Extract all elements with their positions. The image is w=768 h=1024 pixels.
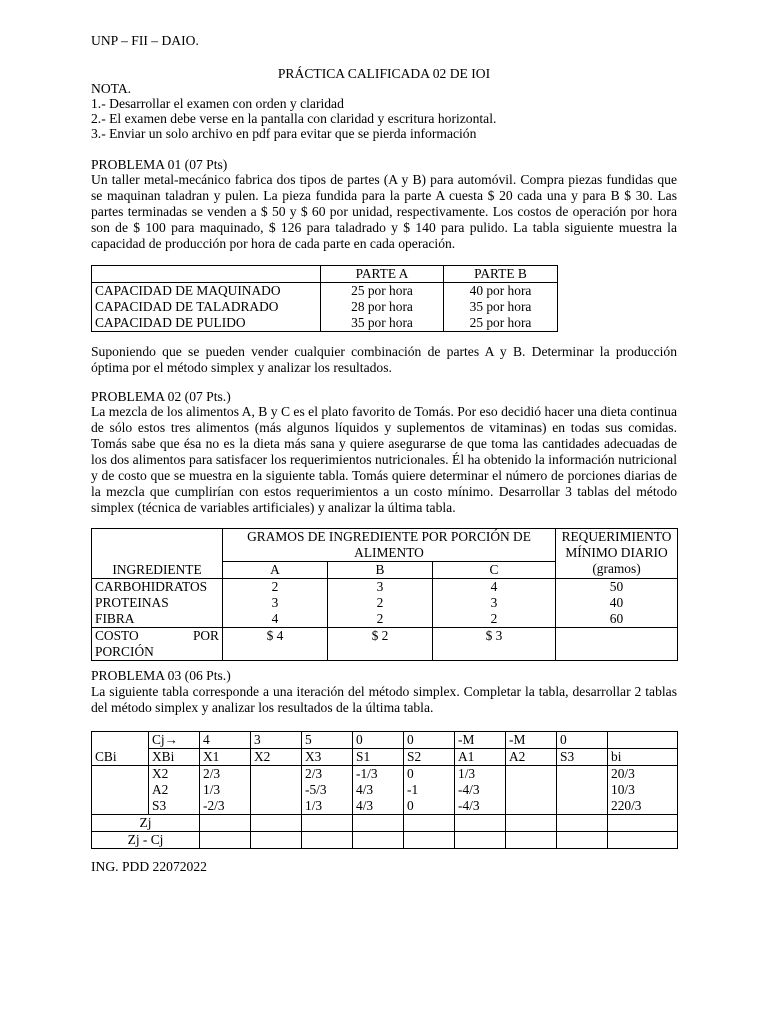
- table-row: [92, 283, 558, 332]
- variable-header: X1: [200, 749, 251, 766]
- cell-value: 2: [376, 611, 384, 626]
- variable-header: A2: [506, 749, 557, 766]
- food-column-header: B: [328, 562, 433, 579]
- cj-cell: 0: [557, 732, 608, 749]
- footer-signature: ING. PDD 22072022: [91, 859, 207, 874]
- problem-2-text: La mezcla de los alimentos A, B y C es el plato favorito de Tomás. Por eso decidió hacer una dieta continua de sólo estos tres alimentos (más algunos líquidos y suplementos de vitaminas) en todas sus comidas. Tomás sabe que ésa no es la dieta más sana y quiere asegurarse de que toma las cantidades adecuadas de los dos alimentos para satisfacer los requerimientos nutricionales. Él ha obtenido la información nutricional y de costo que se muestra en la siguiente tabla. Tomás quiere determinar el número de porciones diarias de la mezcla que cumplirían con estos requerimientos a un costo mínimo. Desarrollar 3 tablas del método simplex (técnica de variables artificiales) y analizar la última tabla.: [91, 404, 677, 515]
- table-cell: [251, 815, 302, 832]
- cell-value: 4/3: [356, 798, 374, 813]
- group-header: GRAMOS DE INGREDIENTE POR PORCIÓN DE ALIMENTO: [223, 529, 556, 562]
- zj-label: Zj: [92, 815, 200, 832]
- table-cell: [251, 832, 302, 849]
- table-cell: [404, 766, 455, 815]
- table-header-row: [92, 266, 558, 283]
- table-cell: [455, 766, 506, 815]
- cost-label-word: POR: [192, 628, 219, 643]
- cost-cell: $ 2: [328, 628, 433, 661]
- cell-value: 1/3: [458, 766, 476, 781]
- cell-value: 35 por hora: [469, 299, 532, 314]
- cj-cell: [608, 732, 678, 749]
- cell-value: 60: [609, 611, 624, 626]
- cj-cell: 4: [200, 732, 251, 749]
- table-cell: [302, 832, 353, 849]
- nota-item: 1.- Desarrollar el examen con orden y claridad: [91, 96, 344, 111]
- header-line: UNP – FII – DAIO.: [91, 33, 199, 48]
- cost-label-cell: [92, 628, 223, 661]
- table-cell: [455, 832, 506, 849]
- table-cell: [444, 283, 558, 332]
- ingredient-header: INGREDIENTE: [92, 529, 223, 579]
- table-cell: [557, 832, 608, 849]
- table-cell: [353, 766, 404, 815]
- table-cell: [608, 815, 678, 832]
- table-header-cell: PARTE A: [321, 266, 444, 283]
- variable-header: bi: [608, 749, 678, 766]
- cell-value: 4: [271, 611, 279, 626]
- basis-var: S3: [152, 798, 167, 813]
- table-cell: [404, 815, 455, 832]
- variable-header: S3: [557, 749, 608, 766]
- cell-value: 20/3: [611, 766, 635, 781]
- row-label: CAPACIDAD DE TALADRADO: [95, 299, 279, 314]
- zj-cj-label: Zj - Cj: [92, 832, 200, 849]
- cj-cell: 0: [404, 732, 455, 749]
- nota-item: 3.- Enviar un solo archivo en pdf para evitar que se pierda información: [91, 126, 477, 141]
- problem-3-text: La siguiente tabla corresponde a una iteración del método simplex. Completar la tabla, desarrollar 2 tablas del método simplex y analizar los resultados de la última tabla.: [91, 684, 677, 715]
- nota-label: NOTA.: [91, 81, 132, 96]
- table-cell: [321, 283, 444, 332]
- table-row: [92, 579, 678, 628]
- table-cell: [92, 283, 321, 332]
- basis-var: X2: [152, 766, 169, 781]
- problem-1-text: Un taller metal-mecánico fabrica dos tipos de partes (A y B) para automóvil. Compra piezas fundidas que se maquinan taladran y pulen. La pieza fundida para la parte A cuesta $ 20 cada una y para B $ 30. Las partes terminadas se venden a $ 50 y $ 60 por unidad, respectivamente. Los costos de operación por hora son de $ 100 para maquinado, $ 126 para taladrado y $ 140 para pulido. La tabla siguiente muestra la capacidad de producción por hora de cada parte en cada operación.: [91, 172, 677, 251]
- cell-value: 4: [490, 579, 498, 594]
- requirement-title: REQUERIMIENTO MÍNIMO DIARIO: [561, 529, 672, 560]
- cell-value: -1/3: [356, 766, 378, 781]
- variable-header: X3: [302, 749, 353, 766]
- table-cell: [92, 266, 321, 283]
- table-cell: [328, 579, 433, 628]
- cell-value: 10/3: [611, 782, 635, 797]
- row-label: CAPACIDAD DE PULIDO: [95, 315, 246, 330]
- table-cell: [433, 579, 556, 628]
- xbi-header: XBi: [149, 749, 200, 766]
- cell-value: 2: [271, 579, 279, 594]
- table-cell: [251, 766, 302, 815]
- cell-value: 0: [407, 766, 414, 781]
- simplex-table: [91, 731, 678, 849]
- cell-value: 25 por hora: [469, 315, 532, 330]
- cell-value: 50: [609, 579, 624, 594]
- cell-value: 0: [407, 798, 414, 813]
- table-cell: [200, 832, 251, 849]
- table-row: [92, 749, 678, 766]
- cell-value: 3: [271, 595, 279, 610]
- table-cell: [556, 579, 678, 628]
- table-cell: [353, 832, 404, 849]
- cell-value: -2/3: [203, 798, 225, 813]
- table-cell: [608, 832, 678, 849]
- variable-header: S2: [404, 749, 455, 766]
- table-cell: [353, 815, 404, 832]
- cost-label-word: COSTO: [95, 628, 139, 643]
- parts-capacity-table: [91, 265, 558, 332]
- cell-value: 3: [490, 595, 498, 610]
- cell-value: 25 por hora: [351, 283, 413, 298]
- table-cell: [455, 815, 506, 832]
- cj-cell: 0: [353, 732, 404, 749]
- food-column-header: A: [223, 562, 328, 579]
- table-cell: [506, 832, 557, 849]
- cj-cell: -M: [455, 732, 506, 749]
- row-label: CARBOHIDRATOS: [95, 579, 208, 594]
- cell-value: 2: [490, 611, 498, 626]
- table-cell: [557, 766, 608, 815]
- requirement-unit: (gramos): [592, 561, 641, 576]
- requirement-header: [556, 529, 678, 579]
- cell-value: 1/3: [305, 798, 323, 813]
- cj-cell: -M: [506, 732, 557, 749]
- row-label: CAPACIDAD DE MAQUINADO: [95, 283, 281, 298]
- table-cell: [200, 815, 251, 832]
- table-cell: [92, 579, 223, 628]
- table-row: [92, 766, 678, 815]
- cell-value: 2: [376, 595, 384, 610]
- cell-value: 40: [609, 595, 624, 610]
- table-row: [92, 628, 678, 661]
- cell-value: -1: [407, 782, 419, 797]
- table-cell: [302, 766, 353, 815]
- variable-header: S1: [353, 749, 404, 766]
- cell-value: 35 por hora: [351, 315, 413, 330]
- cj-cell: 3: [251, 732, 302, 749]
- cost-label-line: [95, 628, 219, 644]
- cell-value: 220/3: [611, 798, 642, 813]
- variable-header: A1: [455, 749, 506, 766]
- table-row: [92, 832, 678, 849]
- table-cell: [92, 766, 149, 815]
- food-column-header: C: [433, 562, 556, 579]
- nota-item: 2.- El examen debe verse en la pantalla con claridad y escritura horizontal.: [91, 111, 497, 126]
- table-cell: [556, 628, 678, 661]
- cost-label-word: PORCIÓN: [95, 644, 154, 659]
- table-cell: [223, 579, 328, 628]
- cost-cell: $ 4: [223, 628, 328, 661]
- cell-value: 3: [376, 579, 384, 594]
- page-title: PRÁCTICA CALIFICADA 02 DE IOI: [277, 66, 491, 81]
- cell-value: 2/3: [203, 766, 221, 781]
- cell-value: 4/3: [356, 782, 374, 797]
- table-cell: [506, 766, 557, 815]
- cbi-header: CBi: [92, 732, 149, 766]
- table-cell: [200, 766, 251, 815]
- cj-label: Cj→: [149, 732, 200, 749]
- problem-1-heading: PROBLEMA 01 (07 Pts): [91, 157, 228, 172]
- row-label: FIBRA: [95, 611, 135, 626]
- cost-cell: $ 3: [433, 628, 556, 661]
- cell-value: 2/3: [305, 766, 323, 781]
- table-cell: [557, 815, 608, 832]
- basis-cell: [149, 766, 200, 815]
- cell-value: 28 por hora: [351, 299, 413, 314]
- cell-value: 40 por hora: [469, 283, 532, 298]
- cell-value: -4/3: [458, 782, 480, 797]
- table-cell: [506, 815, 557, 832]
- cell-value: -5/3: [305, 782, 327, 797]
- variable-header: X2: [251, 749, 302, 766]
- cell-value: -4/3: [458, 798, 480, 813]
- basis-var: A2: [152, 782, 169, 797]
- table-cell: [608, 766, 678, 815]
- table-row: [92, 732, 678, 749]
- problem-2-heading: PROBLEMA 02 (07 Pts.): [91, 389, 231, 404]
- table-row: [92, 815, 678, 832]
- row-label: PROTEINAS: [95, 595, 169, 610]
- nutrition-table: [91, 528, 678, 661]
- table-cell: [302, 815, 353, 832]
- problem-1-instruction: Suponiendo que se pueden vender cualquier combinación de partes A y B. Determinar la producción óptima por el método simplex y analizar los resultados.: [91, 344, 677, 375]
- problem-3-heading: PROBLEMA 03 (06 Pts.): [91, 668, 231, 683]
- table-header-row: [92, 529, 678, 562]
- table-cell: [404, 832, 455, 849]
- cell-value: 1/3: [203, 782, 221, 797]
- cj-cell: 5: [302, 732, 353, 749]
- table-header-cell: PARTE B: [444, 266, 558, 283]
